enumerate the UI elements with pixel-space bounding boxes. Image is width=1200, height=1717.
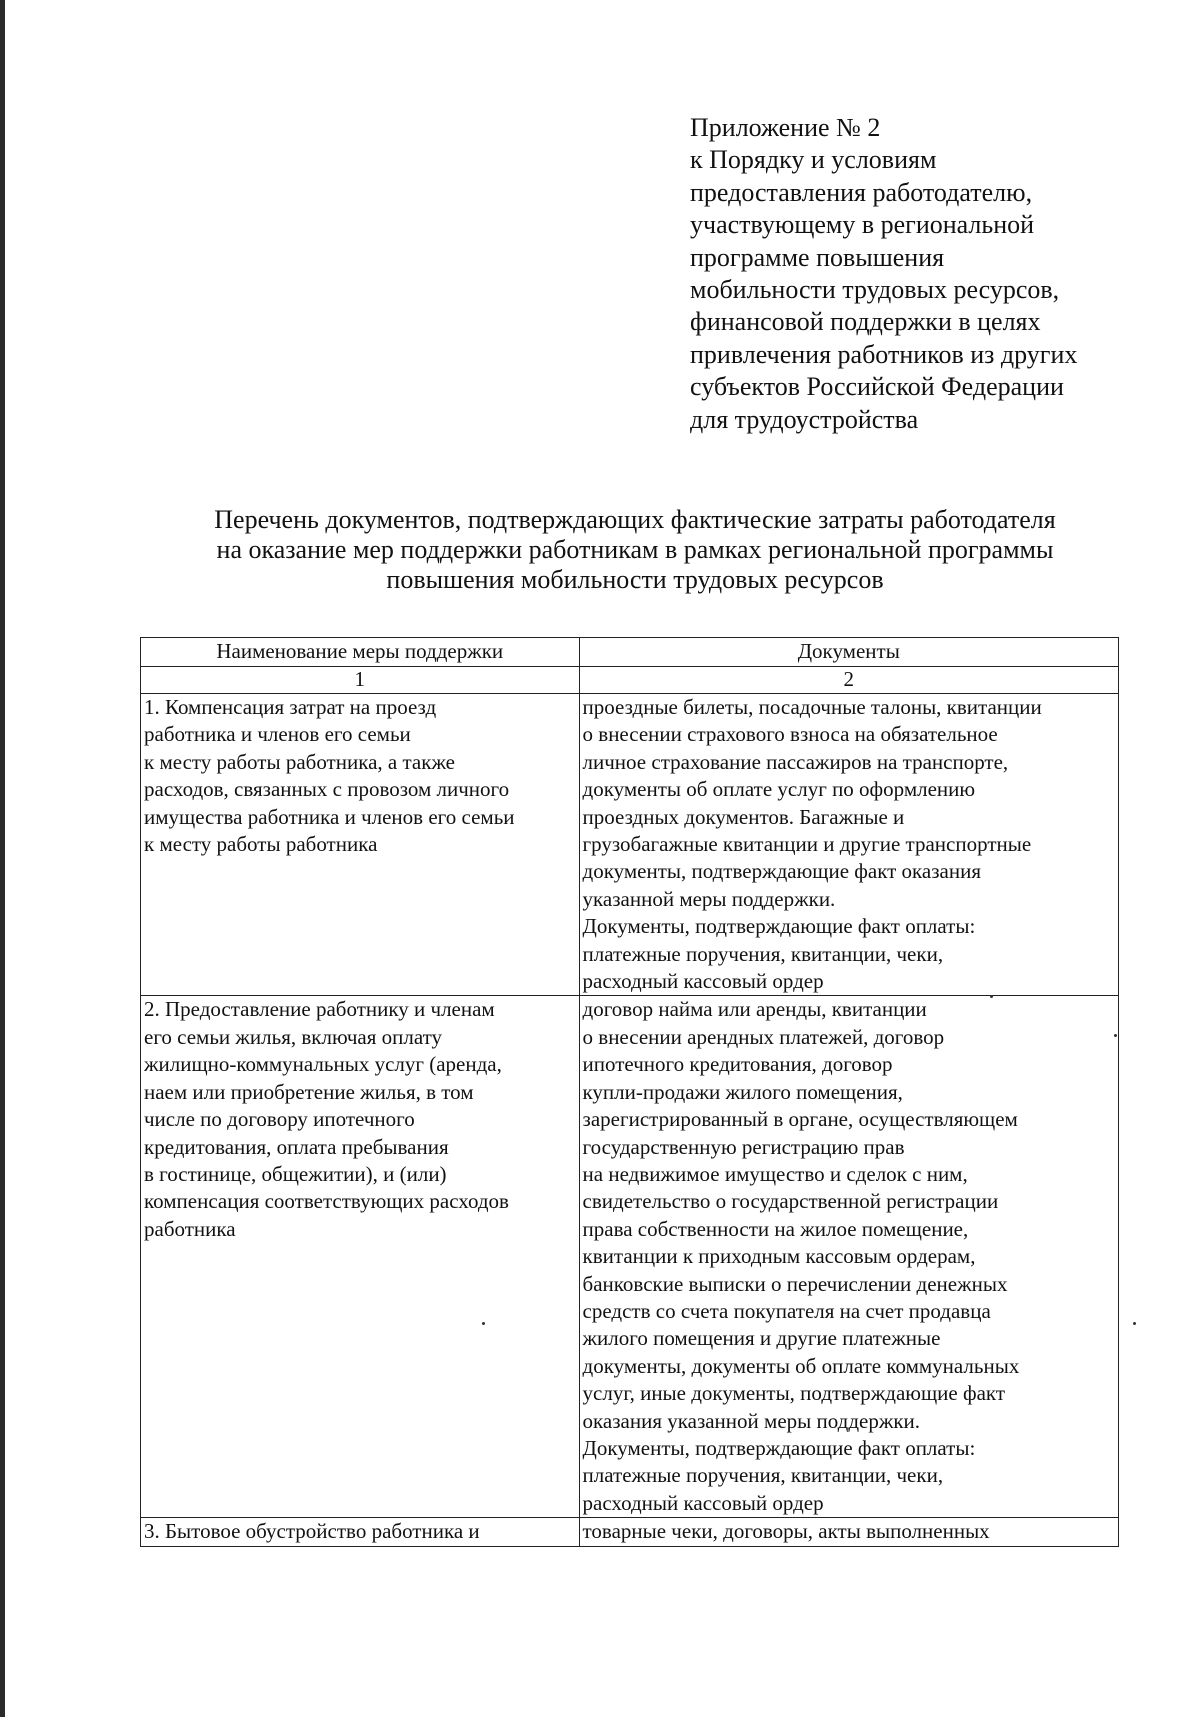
cell-line: ипотечного кредитования, договор (582, 1052, 893, 1077)
scan-speck (482, 1322, 485, 1325)
cell-line: платежные поручения, квитанции, чеки, (582, 941, 944, 966)
cell-line: работника и членов его семьи (144, 722, 411, 747)
cell-line: указанной меры поддержки. (582, 886, 836, 911)
column-number: 2 (579, 667, 1118, 694)
document-title (140, 505, 1130, 595)
scan-speck (990, 995, 993, 998)
cell-line: купли-продажи жилого помещения, (582, 1079, 903, 1104)
cell-line: государственную регистрацию прав (582, 1134, 905, 1159)
cell-line: платежные поручения, квитанции, чеки, (582, 1463, 944, 1488)
title-line: на оказание мер поддержки работникам в рамках региональной программы (216, 535, 1054, 564)
appendix-line: для трудоустройства (690, 404, 919, 434)
scan-speck (1133, 1322, 1136, 1325)
appendix-line: Приложение № 2 (690, 113, 881, 142)
column-number-row (141, 667, 1119, 694)
cell-line: личное страхование пассажиров на транспорте, (582, 749, 1009, 774)
documents-cell (579, 1518, 1118, 1546)
cell-line: грузобагажные квитанции и другие транспортные (582, 832, 1032, 857)
cell-line: его семьи жилья, включая оплату (144, 1024, 443, 1049)
appendix-line: финансовой поддержки в целях (690, 307, 1041, 337)
cell-line: документы, подтверждающие факт оказания (582, 859, 982, 884)
appendix-line: программе повышения (690, 242, 945, 272)
cell-line: на недвижимое имущество и сделок с ним, (582, 1161, 968, 1186)
table-row (141, 694, 1119, 996)
cell-line: квитанции к приходным кассовым ордерам, (582, 1244, 976, 1269)
title-line: повышения мобильности трудовых ресурсов (386, 565, 884, 594)
measure-cell (141, 996, 580, 1518)
documents-table (140, 637, 1119, 1547)
cell-line: проездных документов. Багажные и (582, 804, 905, 829)
header-documents: Документы (579, 638, 1118, 667)
cell-line: жилищно-коммунальных услуг (аренда, (144, 1052, 502, 1077)
measure-cell (141, 694, 580, 996)
cell-line: услуг, иные документы, подтверждающие факт (582, 1381, 1006, 1406)
cell-line: оказания указанной меры поддержки. (582, 1408, 921, 1433)
cell-line: жилого помещения и другие платежные (582, 1326, 941, 1351)
cell-line: расходный кассовый ордер (582, 1490, 824, 1515)
cell-line: расходов, связанных с провозом личного (144, 777, 510, 802)
documents-cell (579, 996, 1118, 1518)
documents-cell (579, 694, 1118, 996)
table-row (141, 1518, 1119, 1546)
cell-line: кредитования, оплата пребывания (144, 1134, 449, 1159)
cell-line: компенсация соответствующих расходов (144, 1189, 509, 1214)
cell-line: товарные чеки, договоры, акты выполненных (582, 1519, 990, 1544)
cell-line: свидетельство о государственной регистрации (582, 1189, 999, 1214)
appendix-line: субъектов Российской Федерации (690, 372, 1064, 402)
title-line: Перечень документов, подтверждающих фактические затраты работодателя (214, 505, 1056, 534)
table-header-row (141, 638, 1119, 667)
cell-line: к месту работы работника, а также (144, 749, 455, 774)
cell-line: числе по договору ипотечного (144, 1107, 415, 1132)
appendix-heading (690, 112, 1170, 436)
cell-line: о внесении страхового взноса на обязательное (582, 722, 998, 747)
cell-line: проездные билеты, посадочные талоны, квитанции (582, 695, 1042, 719)
cell-line: документы об оплате услуг по оформлению (582, 777, 976, 802)
appendix-line: участвующему в региональной (690, 210, 1035, 240)
cell-line: 3. Бытовое обустройство работника и (144, 1519, 480, 1544)
scan-speck (1114, 1034, 1117, 1037)
appendix-line: мобильности трудовых ресурсов, (690, 275, 1060, 305)
cell-line: наем или приобретение жилья, в том (144, 1079, 474, 1104)
appendix-line: к Порядку и условиям (690, 145, 937, 175)
cell-line: документы, документы об оплате коммунальных (582, 1353, 1020, 1378)
cell-line: работника (144, 1216, 236, 1241)
cell-line: 1. Компенсация затрат на проезд (144, 695, 437, 719)
cell-line: Документы, подтверждающие факт оплаты: (582, 914, 976, 939)
cell-line: зарегистрированный в органе, осуществляющем (582, 1107, 1018, 1132)
table-row (141, 996, 1119, 1518)
cell-line: права собственности на жилое помещение, (582, 1216, 969, 1241)
cell-line: 2. Предоставление работнику и членам (144, 997, 495, 1022)
measure-cell (141, 1518, 580, 1546)
appendix-line: привлечения работников из других (690, 339, 1078, 369)
cell-line: имущества работника и членов его семьи (144, 804, 515, 829)
cell-line: Документы, подтверждающие факт оплаты: (582, 1435, 976, 1460)
scan-left-edge (0, 0, 5, 1717)
cell-line: к месту работы работника (144, 832, 378, 857)
appendix-line: предоставления работодателю, (690, 177, 1033, 207)
cell-line: в гостинице, общежитии), и (или) (144, 1161, 447, 1186)
cell-line: банковские выписки о перечислении денежных (582, 1271, 1008, 1296)
cell-line: о внесении арендных платежей, договор (582, 1024, 945, 1049)
column-number: 1 (141, 667, 580, 694)
header-measure: Наименование меры поддержки (141, 638, 580, 667)
cell-line: средств со счета покупателя на счет продавца (582, 1298, 991, 1323)
cell-line: расходный кассовый ордер (582, 969, 824, 994)
cell-line: договор найма или аренды, квитанции (582, 997, 927, 1022)
